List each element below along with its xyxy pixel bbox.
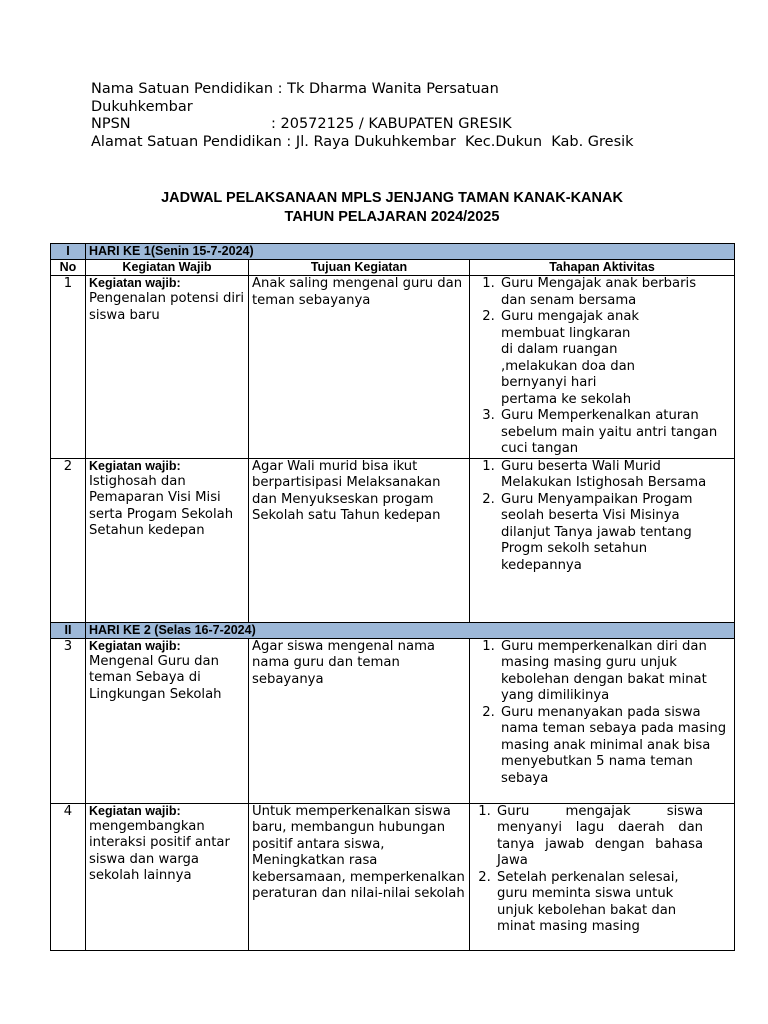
tahapan-list xyxy=(473,804,731,936)
row-no: 4 xyxy=(51,803,86,950)
tahapan-step: 1. Guru beserta Wali Murid Melakukan Istighosah Bersama xyxy=(499,459,731,492)
tahapan-step: 2. Setelah perkenalan selesai, guru meminta siswa untuk unjuk kebolehan bakat dan minat masing masing xyxy=(495,870,703,936)
tahapan-step: 3. Guru Memperkenalkan aturan sebelum main yaitu antri tangan cuci tangan xyxy=(499,408,731,458)
schedule-table xyxy=(50,243,735,951)
tahapan-step: 2. Guru mengajak anak membuat lingkaran di dalam ruangan ,melakukan doa dan bernyanyi hari pertama ke sekolah xyxy=(499,309,731,408)
address-row xyxy=(91,134,634,152)
address-value: : Jl. Raya Dukuhkembar Kec.Dukun Kab. Gresik xyxy=(286,133,634,150)
address-label: Alamat Satuan Pendidikan xyxy=(91,133,282,150)
row-no: 3 xyxy=(51,638,86,803)
tujuan-cell: Untuk memperkenalkan siswa baru, membangun hubungan positif antara siswa, Meningkatkan rasa kebersamaan, memperkenalkan peraturan dan nilai-nilai sekolah xyxy=(249,803,470,950)
tahapan-cell xyxy=(470,276,735,459)
title-line-1: JADWAL PELAKSANAAN MPLS JENJANG TAMAN KANAK-KANAK xyxy=(161,190,623,206)
tujuan-cell: Agar Wali murid bisa ikut berpartisipasi Melaksanakan dan Menyukseskan progam Sekolah satu Tahun kedepan xyxy=(249,458,470,622)
school-name-row xyxy=(91,81,634,99)
tahapan-cell xyxy=(470,638,735,803)
kegiatan-text: Mengenal Guru dan teman Sebaya di Lingkungan Sekolah xyxy=(89,653,222,702)
school-info xyxy=(91,81,634,151)
day-1-label: HARI KE 1(Senin 15-7-2024) xyxy=(86,244,735,260)
row-no: 2 xyxy=(51,458,86,622)
tahapan-step: 2. Guru Menyampaikan Progam seolah beserta Visi Misinya dilanjut Tanya jawab tentang Progm sekolh setahun kedepannya xyxy=(499,492,731,575)
tahapan-cell xyxy=(470,458,735,622)
school-name-cont-row xyxy=(91,99,634,117)
day-2-label: HARI KE 2 (Selas 16-7-2024) xyxy=(86,622,735,638)
tahapan-list xyxy=(473,276,731,458)
column-header-tujuan: Tujuan Kegiatan xyxy=(249,260,470,276)
table-row xyxy=(51,803,735,950)
kegiatan-label: Kegiatan wajib: xyxy=(89,458,181,473)
school-name-label: Nama Satuan Pendidikan xyxy=(91,81,274,97)
tahapan-list xyxy=(473,639,731,788)
day-1-roman: I xyxy=(51,244,86,260)
kegiatan-cell xyxy=(86,458,249,622)
kegiatan-text: Pengenalan potensi diri siswa baru xyxy=(89,291,245,323)
row-no: 1 xyxy=(51,276,86,459)
kegiatan-cell xyxy=(86,638,249,803)
kegiatan-text: mengembangkan interaksi positif antar siswa dan warga sekolah lainnya xyxy=(89,818,230,883)
school-name-value: : Tk Dharma Wanita Persatuan xyxy=(277,81,499,97)
tujuan-cell: Agar siswa mengenal nama nama guru dan teman sebayanya xyxy=(249,638,470,803)
kegiatan-label: Kegiatan wajib: xyxy=(89,803,181,818)
tahapan-step: 1. Guru Mengajak anak berbaris dan senam bersama xyxy=(499,276,731,309)
tahapan-step: 2. Guru menanyakan pada siswa nama teman sebaya pada masing masing anak minimal anak bisa menyebutkan 5 nama teman sebaya xyxy=(499,705,731,788)
kegiatan-cell xyxy=(86,803,249,950)
tahapan-list xyxy=(473,459,731,575)
table-row xyxy=(51,458,735,622)
title-line-2: TAHUN PELAJARAN 2024/2025 xyxy=(284,209,500,225)
kegiatan-label: Kegiatan wajib: xyxy=(89,276,181,290)
tahapan-step: 1. Guru mengajak siswa menyanyi lagu daerah dan tanya jawab dengan bahasa Jawa xyxy=(495,804,703,870)
column-header-tahapan: Tahapan Aktivitas xyxy=(470,260,735,276)
school-name-cont: Dukuhkembar xyxy=(91,98,193,115)
npsn-label: NPSN xyxy=(91,116,131,132)
npsn-value: : 20572125 / KABUPATEN GRESIK xyxy=(271,116,512,132)
column-header-kegiatan: Kegiatan Wajib xyxy=(86,260,249,276)
day-2-roman: II xyxy=(51,622,86,638)
npsn-row xyxy=(91,116,634,134)
document-title xyxy=(50,189,734,227)
column-header-no: No xyxy=(51,260,86,276)
tahapan-step: 1. Guru memperkenalkan diri dan masing masing guru unjuk kebolehan dengan bakat minat yang dimilikinya xyxy=(499,639,731,705)
kegiatan-cell xyxy=(86,276,249,459)
tujuan-cell: Anak saling mengenal guru dan teman sebayanya xyxy=(249,276,470,459)
table-row xyxy=(51,276,735,459)
tahapan-cell xyxy=(470,803,735,950)
column-header-row xyxy=(51,260,735,276)
day-2-header xyxy=(51,622,735,638)
table-row xyxy=(51,638,735,803)
kegiatan-label: Kegiatan wajib: xyxy=(89,638,181,653)
kegiatan-text: Istighosah dan Pemaparan Visi Misi serta Progam Sekolah Setahun kedepan xyxy=(89,473,234,538)
day-1-header xyxy=(51,244,735,260)
